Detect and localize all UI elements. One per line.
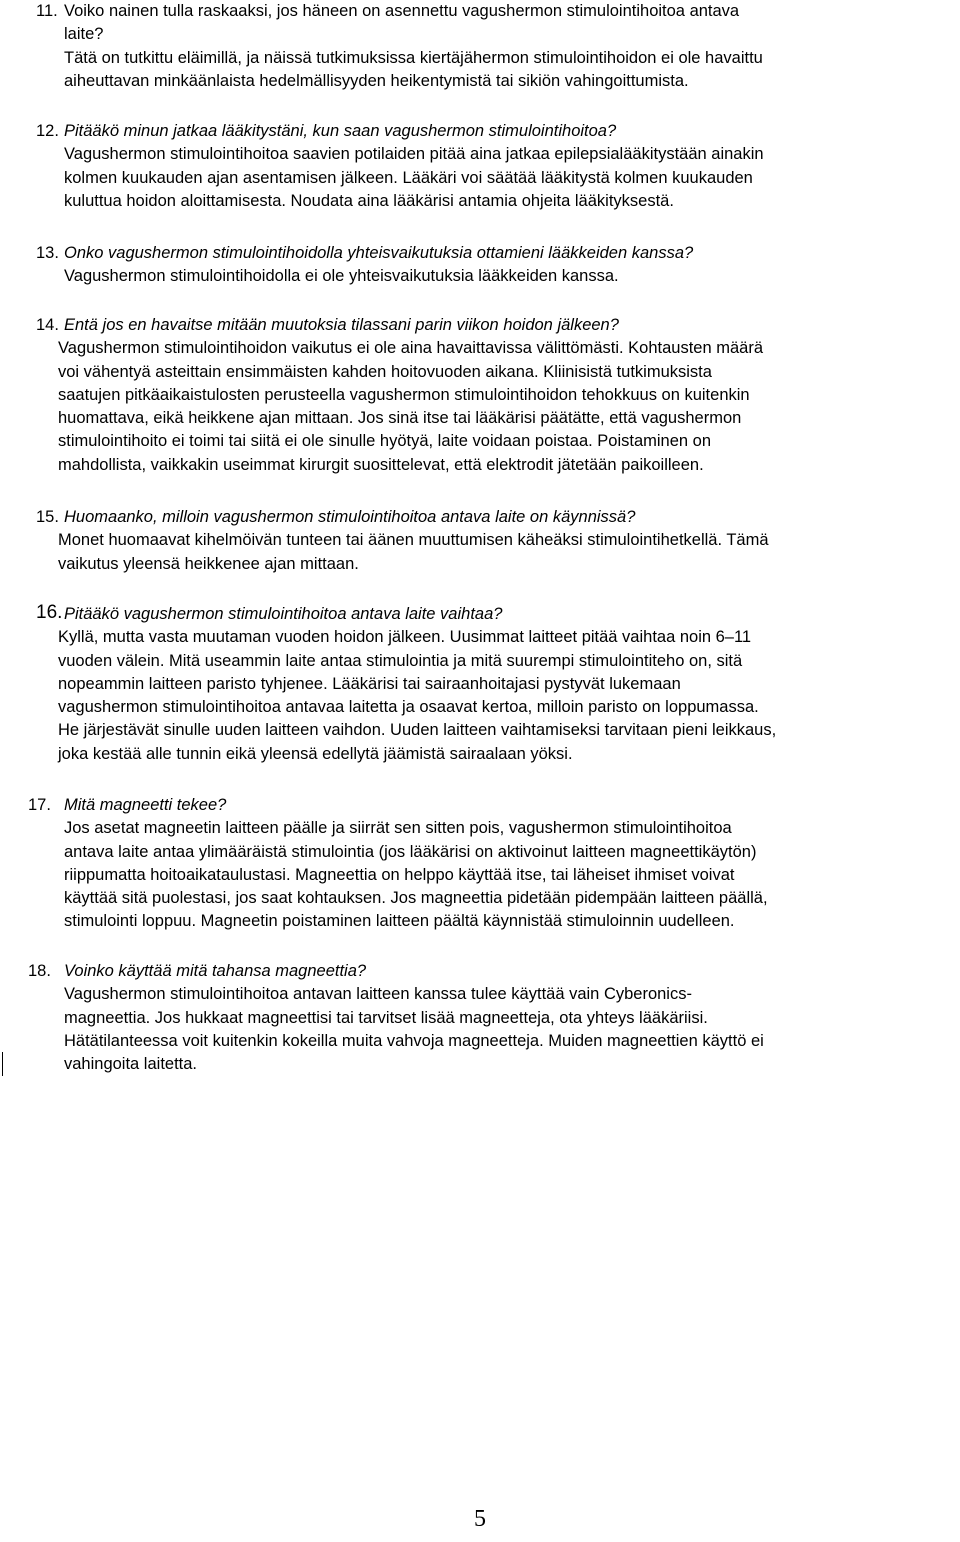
faq-item-13	[36, 242, 956, 289]
change-bar	[2, 1052, 3, 1076]
answer-line: Kyllä, mutta vasta muutaman vuoden hoidon jälkeen. Uusimmat laitteet pitää vaihtaa noin 6–11	[58, 628, 752, 647]
faq-item-17	[28, 794, 956, 934]
answer-line: joka kestää alle tunnin eikä yleensä edellytä jäämistä sairaalaan yöksi.	[58, 744, 573, 763]
answer-line: mahdollista, vaikkakin useimmat kirurgit suosittelevat, että elektrodit jätetään paikoilleen.	[58, 455, 704, 474]
answer-line: käyttää sitä puolestasi, jos saat kohtauksen. Jos magneettia pidetään pidempään laitteen päällä,	[64, 889, 768, 908]
answer-line: nopeammin laitteen paristo tyhjenee. Lääkärisi tai sairaanhoitajasi pystyvät lukemaan	[58, 674, 681, 693]
faq-item-14	[36, 314, 956, 477]
answer-line: stimulointihoito ei toimi tai siitä ei ole sinulle hyötyä, laite voidaan poistaa. Poistaminen on	[58, 432, 712, 451]
question-line: laite?	[64, 25, 104, 44]
answer-line: huomattava, eikä heikkene ajan mittaan. Jos sinä itse tai lääkärisi päätätte, että vagushermon	[58, 409, 742, 428]
question-line: Pitääkö minun jatkaa lääkitystäni, kun saan vagushermon stimulointihoitoa?	[64, 122, 617, 140]
item-number: 18.	[28, 962, 51, 980]
faq-item-16	[36, 603, 956, 766]
answer-line: Vagushermon stimulointihoidon vaikutus ei ole aina havaittavissa välittömästi. Kohtausten määrä	[58, 339, 763, 358]
answer-line: vagushermon stimulointihoitoa antavaa laitetta ja osaavat kertoa, milloin paristo on loppumassa.	[58, 698, 759, 717]
answer-line: riippumatta hoitoaikataulustasi. Magneettia on helppo käyttää itse, tai läheiset ihmiset voivat	[64, 865, 735, 884]
item-number: 14.	[36, 316, 59, 334]
answer-line: Hätätilanteessa voit kuitenkin kokeilla muita vahvoja magneetteja. Muiden magneettien käyttö ei	[64, 1031, 764, 1050]
item-number: 16.	[36, 602, 63, 623]
item-number: 12.	[36, 122, 59, 140]
answer-line: saatujen pitkäaikaistulosten perusteella vagushermon stimulointihoidon tehokkuus on kuitenkin	[58, 385, 750, 404]
question-line: Voiko nainen tulla raskaaksi, jos häneen on asennettu vagushermon stimulointihoitoa antava	[64, 2, 740, 20]
answer-line: Tätä on tutkittu eläimillä, ja näissä tutkimuksissa kiertäjähermon stimulointihoidon ei ole havaittu	[64, 48, 763, 67]
question-line: Huomaanko, milloin vagushermon stimulointihoitoa antava laite on käynnissä?	[64, 508, 636, 526]
question-line: Pitääkö vagushermon stimulointihoitoa antava laite vaihtaa?	[64, 605, 503, 623]
item-number: 17.	[28, 796, 51, 814]
answer-line: Vagushermon stimulointihoidolla ei ole yhteisvaikutuksia lääkkeiden kanssa.	[64, 267, 619, 286]
question-line: Mitä magneetti tekee?	[64, 796, 227, 814]
item-number: 13.	[36, 244, 59, 262]
answer-line: He järjestävät sinulle uuden laitteen vaihdon. Uuden laitteen vaihtamiseksi tarvitaan pieni leikkaus,	[58, 721, 777, 740]
answer-line: vaikutus yleensä heikkenee ajan mittaan.	[58, 554, 359, 573]
faq-item-15	[36, 506, 956, 576]
answer-line: magneettia. Jos hukkaat magneettisi tai tarvitset lisää magneetteja, ota yhteys lääkäriisi.	[64, 1008, 708, 1027]
answer-line: stimulointi loppuu. Magneetin poistaminen laitteen päältä käynnistää stimuloinnin uudelleen.	[64, 912, 735, 931]
answer-line: Monet huomaavat kihelmöivän tunteen tai äänen muuttumisen käheäksi stimulointihetkellä. Tämä	[58, 531, 769, 550]
item-number: 15.	[36, 508, 59, 526]
item-number: 11.	[36, 2, 58, 20]
answer-line: aiheuttavan minkäänlaista hedelmällisyyden heikentymistä tai sikiön vahingoittumista.	[64, 71, 689, 90]
answer-line: kolmen kuukauden ajan asentamisen jälkeen. Lääkäri voi säätää lääkitystä kolmen kuukauden	[64, 168, 753, 187]
answer-line: Vagushermon stimulointihoitoa antavan laitteen kanssa tulee käyttää vain Cyberonics-	[64, 985, 692, 1004]
answer-line: Jos asetat magneetin laitteen päälle ja siirrät sen sitten pois, vagushermon stimulointihoitoa	[64, 819, 732, 838]
faq-item-18	[28, 960, 956, 1076]
faq-item-11	[36, 0, 956, 93]
page-number: 5	[474, 1506, 486, 1532]
answer-line: vuoden välein. Mitä useammin laite antaa stimulointia ja mitä suurempi stimulointiteho on, sitä	[58, 651, 743, 670]
answer-line: Vagushermon stimulointihoitoa saavien potilaiden pitää aina jatkaa epilepsialääkitystään ainakin	[64, 145, 764, 164]
answer-line: vahingoita laitetta.	[64, 1055, 198, 1074]
answer-line: antava laite antaa ylimääräistä stimulointia (jos lääkärisi on aktivoinut laitteen magneettikäytön)	[64, 842, 757, 861]
question-line: Entä jos en havaitse mitään muutoksia tilassani parin viikon hoidon jälkeen?	[64, 316, 619, 334]
question-line: Voinko käyttää mitä tahansa magneettia?	[64, 962, 367, 980]
faq-item-12	[36, 120, 956, 213]
question-line: Onko vagushermon stimulointihoidolla yhteisvaikutuksia ottamieni lääkkeiden kanssa?	[64, 244, 694, 262]
answer-line: voi vähentyä asteittain ensimmäisten kahden hoitovuoden aikana. Kliinisistä tutkimuksista	[58, 362, 712, 381]
answer-line: kuluttua hoidon aloittamisesta. Noudata aina lääkärisi antamia ohjeita lääkityksestä.	[64, 191, 674, 210]
